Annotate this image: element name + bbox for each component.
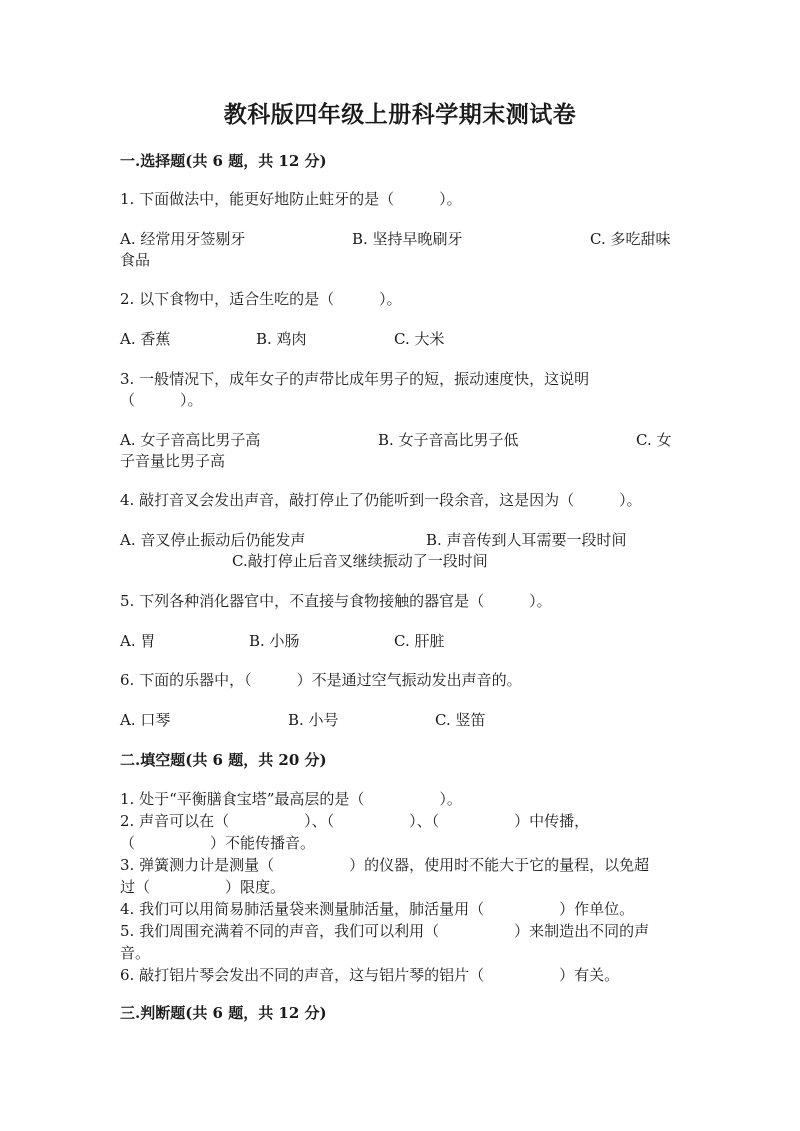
fill-question-cont: （ ）不能传播音。 — [120, 834, 316, 852]
option-a: A. 香蕉 — [120, 330, 171, 348]
question-stem: 3. 一般情况下，成年女子的声带比成年男子的短，振动速度快，这说明 — [120, 370, 590, 388]
option-a: A. 音叉停止振动后仍能发声 — [120, 531, 306, 549]
option-a: A. 口琴 — [120, 711, 171, 729]
question-stem: 2. 以下食物中，适合生吃的是（ ）。 — [120, 290, 402, 308]
option-c: C. 肝脏 — [394, 632, 445, 650]
option-c: C.敲打停止后音叉继续振动了一段时间 — [232, 552, 488, 570]
option-b: B. 小号 — [288, 711, 339, 729]
option-c-wrap: 食品 — [120, 251, 151, 269]
option-c: C. 竖笛 — [435, 711, 486, 729]
fill-question: 1. 处于“平衡膳食宝塔”最高层的是（ ）。 — [120, 790, 462, 808]
question-stem-line2: （ ）。 — [120, 391, 203, 409]
fill-question-cont: 过（ ）限度。 — [120, 878, 286, 896]
option-b: B. 声音传到人耳需要一段时间 — [426, 531, 627, 549]
option-c-wrap: 子音量比男子高 — [120, 452, 226, 470]
fill-question: 5. 我们周围充满着不同的声音，我们可以利用（ ）来制造出不同的声 — [120, 922, 650, 940]
option-c: C. 女 — [636, 431, 672, 449]
fill-question-cont: 音。 — [120, 944, 151, 962]
option-c: C. 大米 — [394, 330, 445, 348]
fill-question: 6. 敲打铝片琴会发出不同的声音，这与铝片琴的铝片（ ）有关。 — [120, 966, 620, 984]
section-heading-choice: 一.选择题(共 6 题，共 12 分) — [120, 152, 327, 170]
option-a: A. 经常用牙签剔牙 — [120, 230, 246, 248]
fill-question: 4. 我们可以用简易肺活量袋来测量肺活量，肺活量用（ ）作单位。 — [120, 900, 635, 918]
option-b: B. 小肠 — [249, 632, 300, 650]
option-a: A. 胃 — [120, 632, 156, 650]
option-c: C. 多吃甜味 — [590, 230, 671, 248]
option-b: B. 坚持早晚刷牙 — [352, 230, 463, 248]
section-heading-fill: 二.填空题(共 6 题，共 20 分) — [120, 751, 327, 769]
option-b: B. 鸡肉 — [256, 330, 307, 348]
question-stem: 4. 敲打音叉会发出声音，敲打停止了仍能听到一段余音，这是因为（ ）。 — [120, 491, 642, 509]
option-a: A. 女子音高比男子高 — [120, 431, 261, 449]
fill-question: 2. 声音可以在（ ）、（ ）、（ ）中传播， — [120, 812, 590, 830]
option-b: B. 女子音高比男子低 — [378, 431, 519, 449]
question-stem: 6. 下面的乐器中，（ ）不是通过空气振动发出声音的。 — [120, 671, 522, 689]
exam-title: 教科版四年级上册科学期末测试卷 — [223, 101, 577, 128]
question-stem: 1. 下面做法中，能更好地防止蛀牙的是（ ）。 — [120, 190, 462, 208]
section-heading-judge: 三.判断题(共 6 题，共 12 分) — [120, 1004, 327, 1022]
fill-question: 3. 弹簧测力计是测量（ ）的仪器，使用时不能大于它的量程，以免超 — [120, 856, 650, 874]
question-stem: 5. 下列各种消化器官中，不直接与食物接触的器官是（ ）。 — [120, 592, 552, 610]
